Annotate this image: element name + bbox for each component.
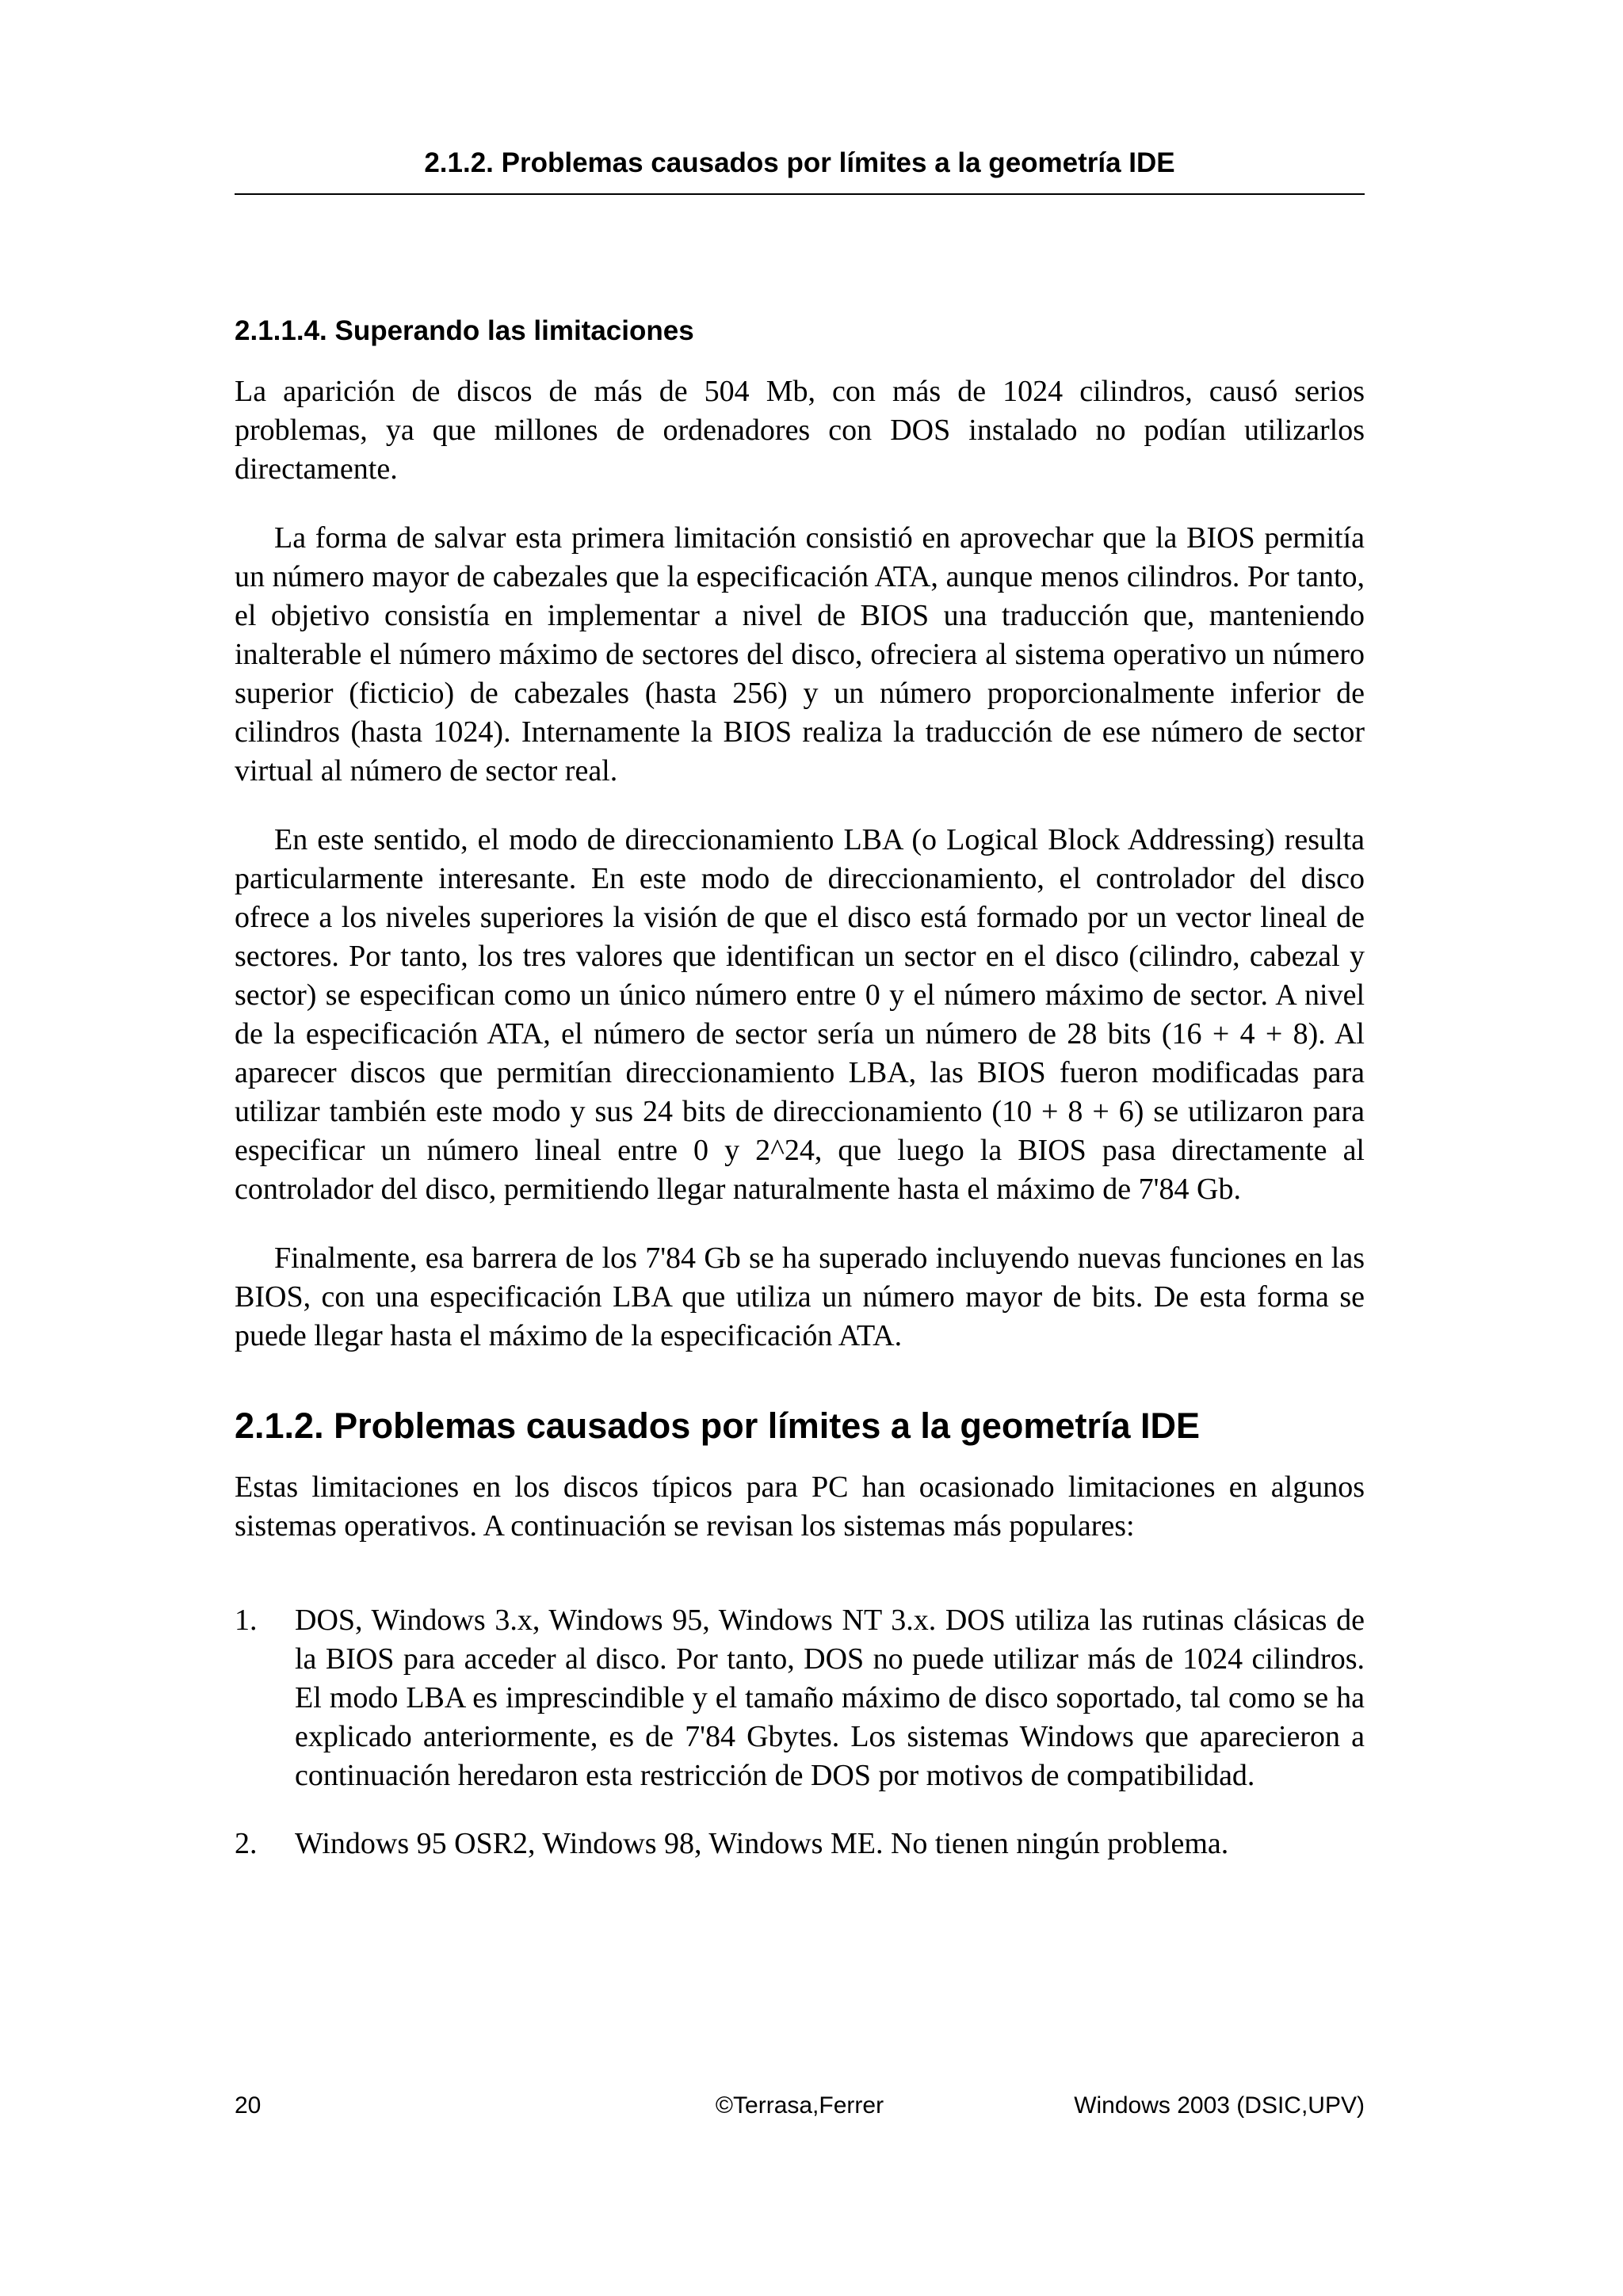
list-item (235, 1601, 1365, 1795)
subsection-title: 2.1.1.4. Superando las limitaciones (235, 315, 694, 346)
paragraph-3: En este sentido, el modo de direccionamiento LBA (o Logical Block Addressing) resulta particularmente interesante. En este modo de direccionamiento, el controlador del disco ofrece a los niveles superiores la visión de que el disco está formado por un vector lineal de sectores. Por tanto, los tres valores que identifican un sector en el disco (cilindro, cabezal y sector) se especifican como un único número entre 0 y el número máximo de sector. A nivel de la especificación ATA, el número de sector sería un número de 28 bits (16 + 4 + 8). Al aparecer discos que permitían direccionamiento LBA, las BIOS fueron modificadas para utilizar también este modo y sus 24 bits de direccionamiento (10 + 8 + 6) se utilizaron para especificar un número lineal entre 0 y 2^24, que luego la BIOS pasa directamente al controlador del disco, permitiendo llegar naturalmente hasta el máximo de 7'84 Gb. (235, 823, 1365, 1206)
os-list (235, 1601, 1365, 1863)
list-item (235, 1825, 1365, 1863)
paragraph-2: La forma de salvar esta primera limitación consistió en aprovechar que la BIOS permitía un número mayor de cabezales que la especificación ATA, aunque menos cilindros. Por tanto, el objetivo consistía en implementar a nivel de BIOS una traducción que, manteniendo inalterable el número máximo de sectores del disco, ofreciera al sistema operativo un número superior (ficticio) de cabezales (hasta 256) y un número proporcionalmente inferior de cilindros (hasta 1024). Internamente la BIOS realiza la traducción de ese número de sector virtual al número de sector real. (235, 521, 1365, 788)
section-title: 2.1.2. Problemas causados por límites a la geometría IDE (235, 1405, 1200, 1446)
page-number: 20 (235, 2092, 262, 2119)
document-page (235, 0, 1365, 2296)
section-intro: Estas limitaciones en los discos típicos para PC han ocasionado limitaciones en algunos sistemas operativos. A continuación se revisan los sistemas más populares: (235, 1470, 1365, 1543)
list-item-text: Windows 95 OSR2, Windows 98, Windows ME. No tienen ningún problema. (295, 1827, 1229, 1860)
footer-doc-title: Windows 2003 (DSIC,UPV) (1074, 2092, 1365, 2119)
list-item-number: 1. (235, 1604, 258, 1637)
header-rule (235, 193, 1365, 195)
paragraph-1: La aparición de discos de más de 504 Mb, con más de 1024 cilindros, causó serios problemas, ya que millones de ordenadores con DOS instalado no podían utilizarlos directamente. (235, 375, 1365, 486)
running-header: 2.1.2. Problemas causados por límites a la geometría IDE (424, 147, 1175, 178)
list-item-text: DOS, Windows 3.x, Windows 95, Windows NT 3.x. DOS utiliza las rutinas clásicas de la BIOS para acceder al disco. Por tanto, DOS no puede utilizar más de 1024 cilindros. El modo LBA es imprescindible y el tamaño máximo de disco soportado, tal como se ha explicado anteriormente, es de 7'84 Gbytes. Los sistemas Windows que aparecieron a continuación heredaron esta restricción de DOS por motivos de compatibilidad. (295, 1604, 1365, 1792)
page-content (235, 309, 1365, 1893)
list-item-number: 2. (235, 1827, 258, 1860)
page-footer (235, 2090, 1365, 2122)
paragraph-4: Finalmente, esa barrera de los 7'84 Gb se ha superado incluyendo nuevas funciones en las BIOS, con una especificación LBA que utiliza un número mayor de bits. De esta forma se puede llegar hasta el máximo de la especificación ATA. (235, 1241, 1365, 1352)
footer-copyright: ©Terrasa,Ferrer (715, 2092, 884, 2119)
